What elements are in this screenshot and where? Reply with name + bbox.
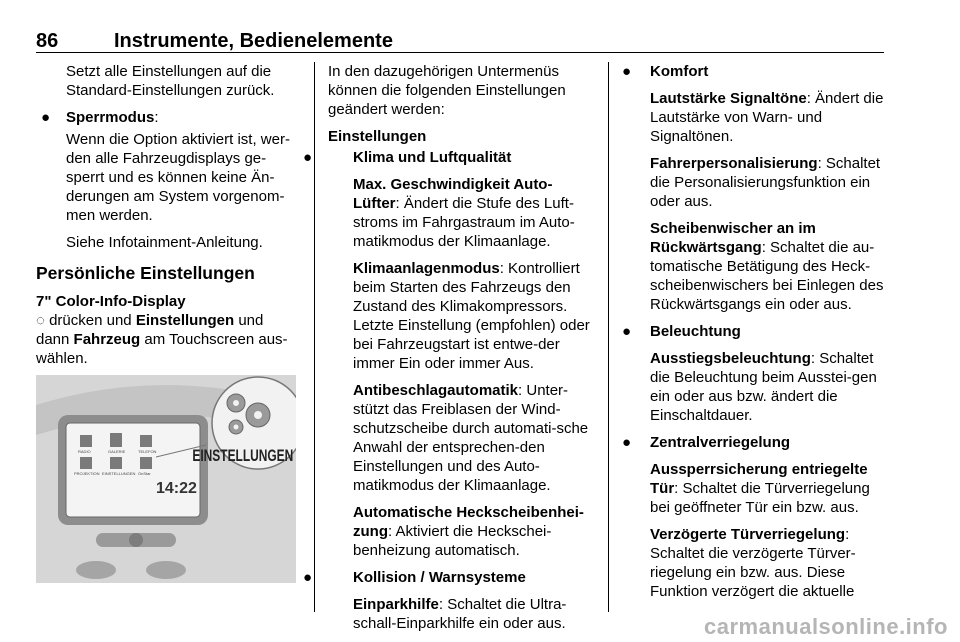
display-heading: 7" Color-Info-Display: [36, 293, 186, 310]
setting-text: : Schaltet die Beleuchtung beim Ausstei-gen ein oder aus bzw. ändert die Einschaltdauer.: [650, 350, 877, 424]
instr-text: und dann: [36, 312, 264, 348]
setting-text: : Kontrolliert beim Starten des Fahrzeugs den Zustand des Klimakompressors. Letzte Einstellung (empfohlen) oder bei Fahrzeugstart ist entwe-der immer Ein oder immer Aus.: [353, 260, 590, 372]
page-number: 86: [36, 30, 59, 52]
list-item: [303, 568, 594, 633]
setting-label: Einparkhilfe: [353, 596, 439, 613]
icon-label: RADIO: [78, 449, 91, 454]
page-title: Instrumente, Bedienelemente: [114, 30, 393, 52]
settings-heading: Einstellungen: [328, 128, 427, 145]
setting-entry: [650, 219, 884, 314]
setting-entry: [353, 595, 594, 633]
column-3: [622, 62, 884, 601]
setting-entry: [353, 175, 594, 251]
setting-label: Antibeschlagautomatik: [353, 382, 519, 399]
dashboard-figure: [36, 375, 296, 583]
item-label: Sperrmodus: [66, 109, 155, 126]
setting-entry: [353, 259, 594, 373]
item-title: Kollision / Warnsysteme: [353, 569, 526, 586]
instr-text: am Touchscreen aus-wählen.: [36, 331, 288, 367]
setting-text: : Schaltet die Türverriegelung bei geöffneter Tür ein bzw. aus.: [650, 480, 870, 516]
icon-label: EINSTELLUNGEN: [102, 471, 136, 476]
instr-text: drücken und: [44, 312, 136, 329]
bullet-icon: ●: [41, 109, 51, 126]
icon-label: PROJEKTION: [74, 471, 100, 476]
bullet-icon: ●: [622, 63, 632, 80]
setting-label: Klimaanlagenmodus: [353, 260, 500, 277]
instruction-text: [36, 311, 300, 368]
reference-text: Siehe Infotainment-Anleitung.: [66, 234, 263, 251]
setting-text: : Unter-stützt das Freiblasen der Wind-schutzscheibe durch automati-sche Anwahl der entsprechen-den Einstellungen und des Auto-matikmodus der Klimaanlage.: [353, 382, 589, 494]
item-title: Klima und Luftqualität: [353, 149, 512, 166]
setting-label: Scheibenwischer an im Rückwärtsgang: [650, 220, 816, 256]
instr-bold: Fahrzeug: [73, 331, 141, 348]
setting-entry: [650, 525, 884, 601]
bullet-icon: ●: [303, 149, 313, 166]
item-title: Beleuchtung: [650, 323, 741, 340]
setting-text: : Schaltet die au-tomatische Betätigung des Heck-scheibenwischers bei Einlegen des Rückwärtsgangs ein oder aus.: [650, 239, 884, 313]
settings-key-icon: ◌: [36, 312, 45, 329]
setting-label: Max. Geschwindigkeit Auto-Lüfter: [353, 176, 553, 212]
setting-entry: [353, 381, 594, 495]
icon-label: OnStar: [138, 471, 151, 476]
setting-text: : Ändert die Lautstärke von Warn- und Signaltönen.: [650, 90, 884, 145]
setting-label: Lautstärke Signaltöne: [650, 90, 807, 107]
column-1: [36, 62, 300, 368]
icon-label: GALERIE: [108, 449, 126, 454]
item-title: Zentralverriegelung: [650, 434, 791, 451]
page-header: [36, 30, 884, 54]
watermark: carmanualsonline.info: [704, 614, 948, 639]
setting-entry: [650, 89, 884, 146]
setting-entry: [650, 460, 884, 517]
column-divider: [608, 62, 609, 612]
intro-text: In den dazugehörigen Untermenüs können die folgenden Einstellungen geändert werden:: [328, 63, 566, 118]
bullet-icon: ●: [622, 323, 632, 340]
setting-label: Verzögerte Türverriegelung: [650, 526, 846, 543]
dashboard-illustration: [36, 375, 296, 583]
list-item: [622, 62, 884, 314]
setting-text: : Schaltet die Personalisierungsfunktion ein oder aus.: [650, 155, 881, 210]
list-item: [622, 322, 884, 425]
setting-label: Aussperrsicherung entriegelte Tür: [650, 461, 868, 497]
column-2: [303, 62, 594, 633]
callout-label: EINSTELLUNGEN: [192, 447, 294, 466]
reset-description: Setzt alle Einstellungen auf die Standard-Einstellungen zurück.: [66, 63, 275, 99]
setting-text: : Aktiviert die Heckschei-benheizung automatisch.: [353, 523, 552, 559]
list-item: [36, 108, 300, 252]
setting-label: Fahrerpersonalisierung: [650, 155, 818, 172]
bullet-icon: ●: [303, 569, 313, 586]
icon-label: TELEFON: [138, 449, 157, 454]
setting-entry: [650, 349, 884, 425]
item-colon: :: [154, 109, 159, 126]
header-rule: [36, 52, 884, 53]
section-title: Persönliche Einstellungen: [36, 263, 255, 283]
list-item: [622, 433, 884, 601]
setting-text: : Schaltet die verzögerte Türver-riegelung ein bzw. aus. Diese Funktion verzögert die aktuelle: [650, 526, 856, 600]
setting-entry: [353, 503, 594, 560]
instr-bold: Einstellungen: [135, 312, 235, 329]
bullet-icon: ●: [622, 434, 632, 451]
setting-text: : Ändert die Stufe des Luft-stroms im Fahrgastraum im Auto-matikmodus der Klimaanlage.: [353, 195, 575, 250]
setting-label: Ausstiegsbeleuchtung: [650, 350, 811, 367]
item-text: Wenn die Option aktiviert ist, wer-den alle Fahrzeugdisplays ge-sperrt und es können keine Än-derungen am System vorgenom-men werden.: [66, 131, 290, 224]
setting-label: Automatische Heckscheibenhei-zung: [353, 504, 584, 540]
list-item: [303, 148, 594, 560]
column-divider: [314, 62, 315, 612]
clock-display: 14:22: [156, 480, 197, 497]
setting-entry: [650, 154, 884, 211]
setting-text: : Schaltet die Ultra-schall-Einparkhilfe ein oder aus.: [353, 596, 567, 632]
item-title: Komfort: [650, 63, 709, 80]
